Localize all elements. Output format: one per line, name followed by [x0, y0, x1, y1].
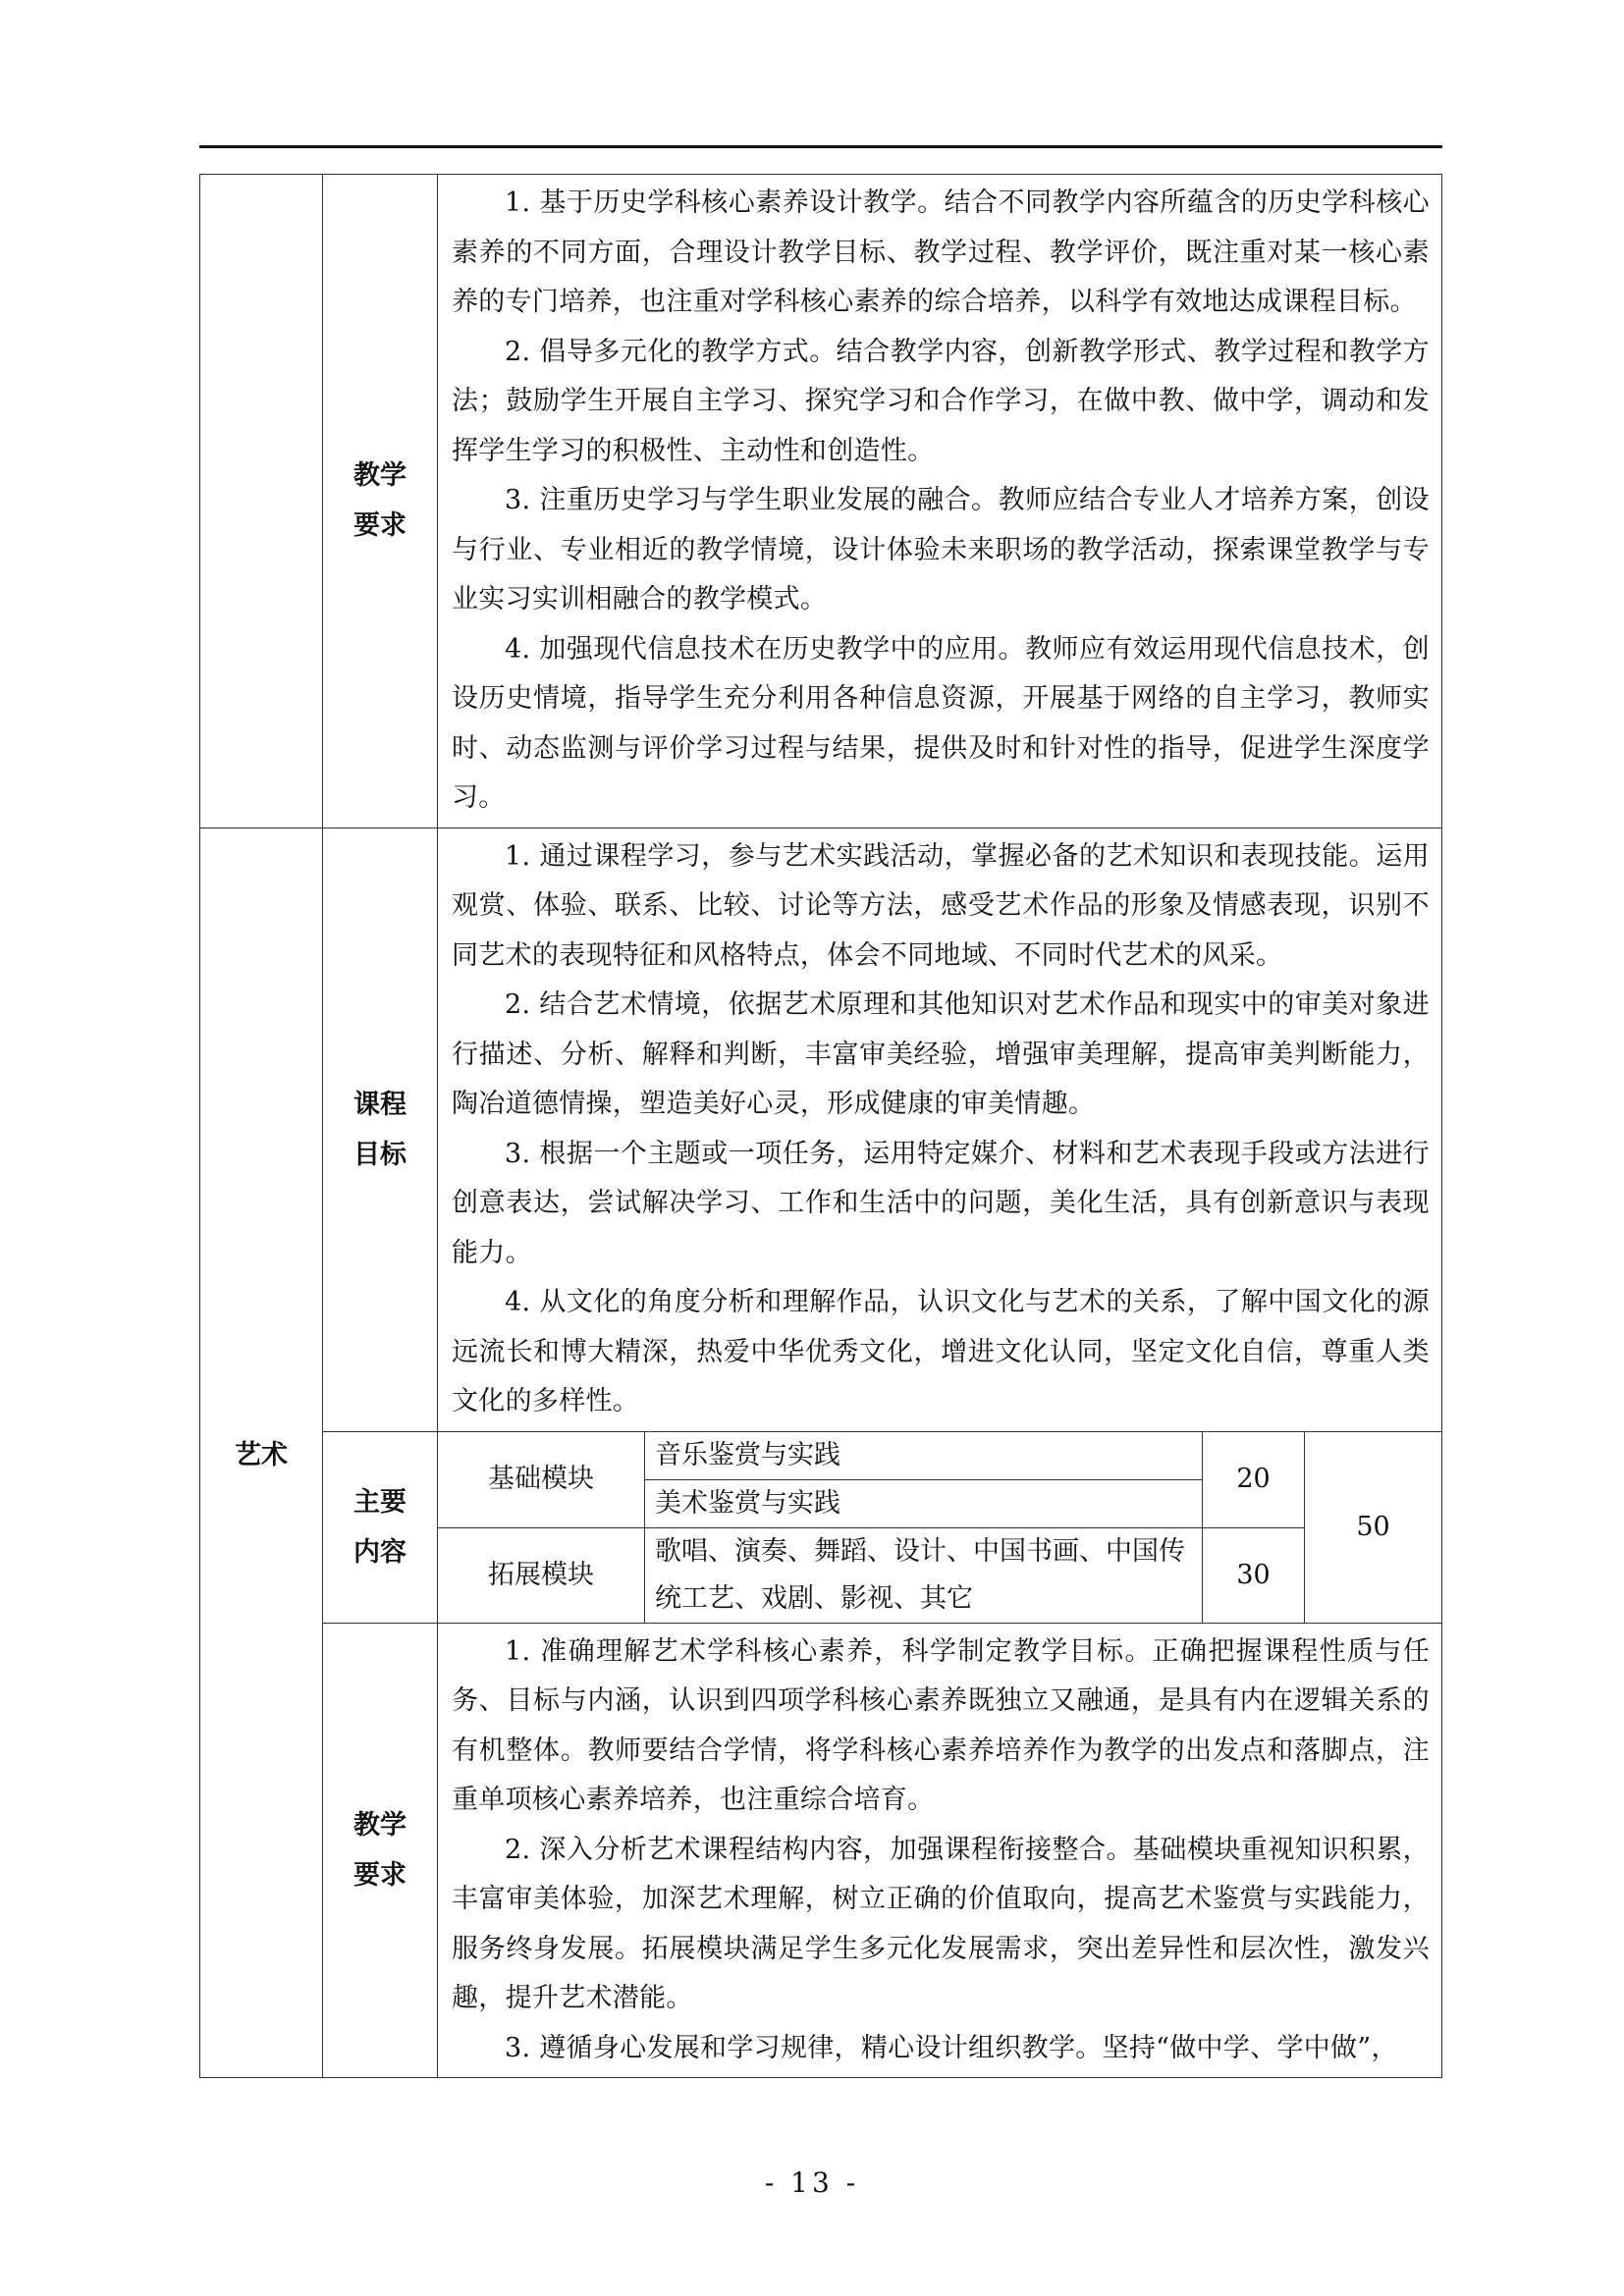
module-table — [438, 1432, 1441, 1623]
paragraph: 3. 根据一个主题或一项任务，运用特定媒介、材料和艺术表现手段或方法进行创意表达，尝试解决学习、工作和生活中的问题，美化生活，具有创新意识与表现能力。 — [452, 1138, 1430, 1268]
module-row — [438, 1432, 1441, 1480]
basic-item-music: 音乐鉴赏与实践 — [645, 1432, 1203, 1480]
paragraph: 4. 从文化的角度分析和理解作品，认识文化与艺术的关系，了解中国文化的源远流长和博大精深，热爱中华优秀文化，增进文化认同，坚定文化自信，尊重人类文化的多样性。 — [452, 1287, 1430, 1416]
curriculum-table — [199, 174, 1442, 2078]
history-teaching-req-label: 教学 要求 — [323, 175, 438, 828]
art-content-table-holder — [438, 1431, 1442, 1623]
total-hours: 50 — [1305, 1432, 1442, 1623]
art-content-label: 主要 内容 — [323, 1431, 438, 1623]
art-content-row — [200, 1431, 1442, 1623]
art-goals-row — [200, 828, 1442, 1431]
paragraph: 3. 遵循身心发展和学习规律，精心设计组织教学。坚持“做中学、学中做”， — [505, 2032, 1398, 2063]
basic-item-fine-art: 美术鉴赏与实践 — [645, 1479, 1203, 1527]
ext-hours: 30 — [1203, 1527, 1305, 1623]
header-rule — [199, 145, 1442, 148]
ext-module-cell: 拓展模块 — [438, 1527, 645, 1623]
art-teaching-req-row — [200, 1623, 1442, 2078]
history-teaching-req-row — [200, 175, 1442, 828]
basic-hours: 20 — [1203, 1432, 1305, 1528]
art-goals-label: 课程 目标 — [323, 828, 438, 1431]
art-subject-cell: 艺术 — [200, 828, 323, 2078]
art-teaching-req-label: 教学 要求 — [323, 1623, 438, 2078]
history-teaching-req-content — [438, 175, 1442, 828]
paragraph: 1. 通过课程学习，参与艺术实践活动，掌握必备的艺术知识和表现技能。运用观赏、体验、联系、比较、讨论等方法，感受艺术作品的形象及情感表现，识别不同艺术的表现特征和风格特点，体会不同地域、不同时代艺术的风采。 — [452, 840, 1430, 971]
art-goals-content — [438, 828, 1442, 1431]
paragraph: 3. 注重历史学习与学生职业发展的融合。教师应结合专业人才培养方案，创设与行业、专业相近的教学情境，设计体验未来职场的教学活动，探索课堂教学与专业实习实训相融合的教学模式。 — [452, 485, 1430, 614]
ext-items: 歌唱、演奏、舞蹈、设计、中国书画、中国传统工艺、戏剧、影视、其它 — [645, 1527, 1203, 1623]
paragraph: 1. 准确理解艺术学科核心素养，科学制定教学目标。正确把握课程性质与任务、目标与内涵，认识到四项学科核心素养既独立又融通，是具有内在逻辑关系的有机整体。教师要结合学情，将学科核心素养培养作为教学的出发点和落脚点，注重单项核心素养培养，也注重综合培育。 — [452, 1635, 1430, 1815]
history-subject-cell — [200, 175, 323, 828]
module-row — [438, 1527, 1441, 1623]
art-teaching-req-content — [438, 1623, 1442, 2078]
paragraph: 2. 倡导多元化的教学方式。结合教学内容，创新教学形式、教学过程和教学方法；鼓励学生开展自主学习、探究学习和合作学习，在做中教、做中学，调动和发挥学生学习的积极性、主动性和创造性。 — [452, 336, 1430, 466]
basic-module-cell: 基础模块 — [438, 1432, 645, 1528]
paragraph: 2. 结合艺术情境，依据艺术原理和其他知识对艺术作品和现实中的审美对象进行描述、分析、解释和判断，丰富审美经验，增强审美理解，提高审美判断能力，陶冶道德情操，塑造美好心灵，形成健康的审美情趣。 — [452, 989, 1430, 1119]
page-number: - 13 - — [764, 2166, 860, 2199]
paragraph: 2. 深入分析艺术课程结构内容，加强课程衔接整合。基础模块重视知识积累，丰富审美体验，加深艺术理解，树立正确的价值取向，提高艺术鉴赏与实践能力，服务终身发展。拓展模块满足学生多元化发展需求，突出差异性和层次性，激发兴趣，提升艺术潜能。 — [452, 1834, 1430, 2013]
paragraph: 1. 基于历史学科核心素养设计教学。结合不同教学内容所蕴含的历史学科核心素养的不同方面，合理设计教学目标、教学过程、教学评价，既注重对某一核心素养的专门培养，也注重对学科核心素养的综合培养，以科学有效地达成课程目标。 — [452, 187, 1430, 317]
paragraph: 4. 加强现代信息技术在历史教学中的应用。教师应有效运用现代信息技术，创设历史情境，指导学生充分利用各种信息资源，开展基于网络的自主学习，教师实时、动态监测与评价学习过程与结果，提供及时和针对性的指导，促进学生深度学习。 — [452, 633, 1430, 813]
